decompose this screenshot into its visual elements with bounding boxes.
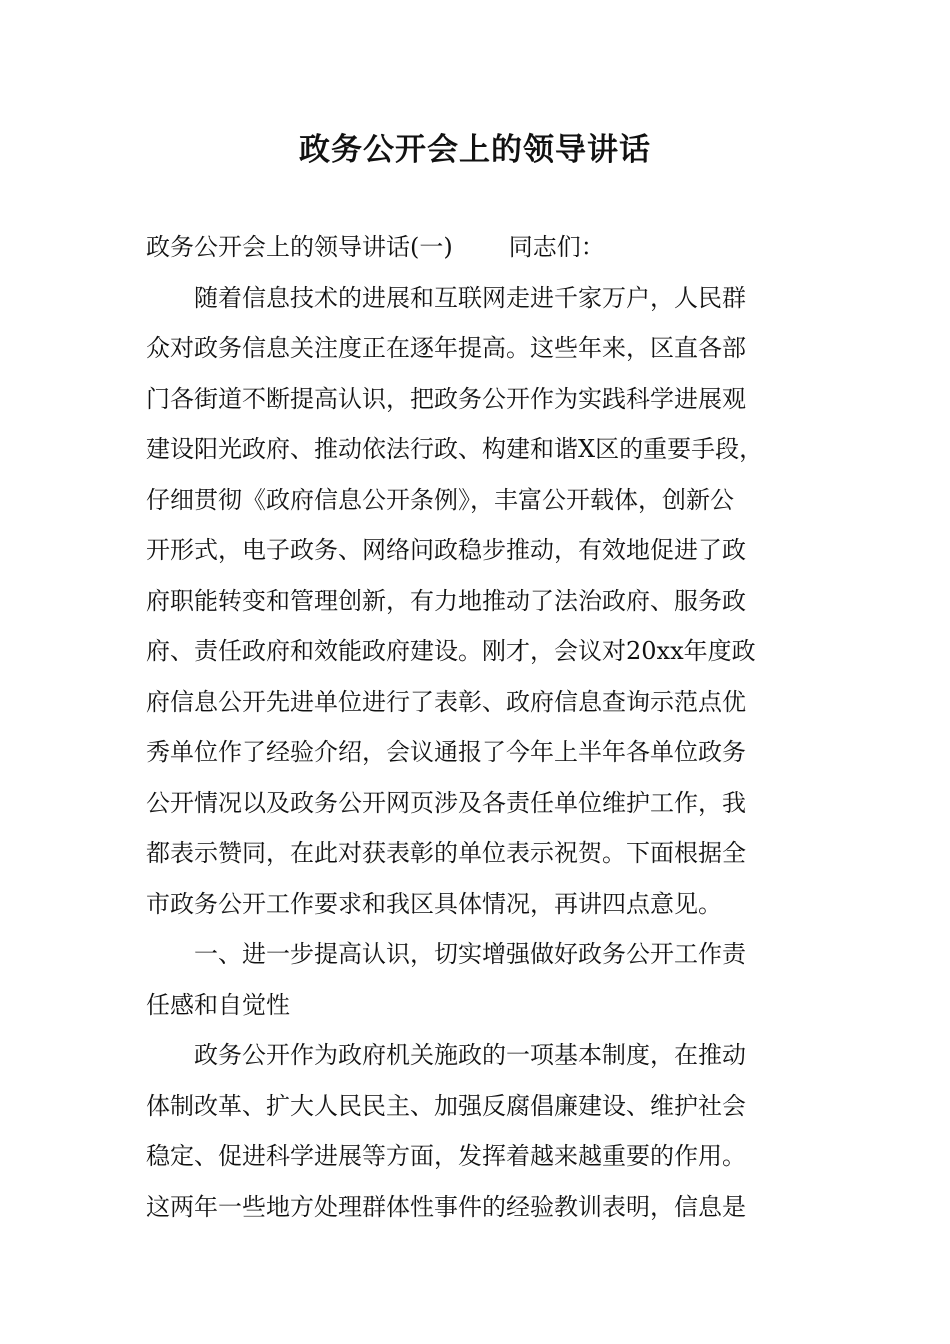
text-line: 都表示赞同，在此对获表彰的单位表示祝贺。下面根据全 <box>146 839 746 867</box>
text-line <box>146 222 808 273</box>
text-line: 市政务公开工作要求和我区具体情况，再讲四点意见。 <box>146 889 722 918</box>
text-line: 建设阳光政府、推动依法行政、构建和谐X区的重要手段， <box>146 435 764 463</box>
salutation-text: 同志们： <box>508 233 605 261</box>
document-body <box>146 222 808 1232</box>
text-line: 稳定、促进科学进展等方面，发挥着越来越重要的作用。 <box>146 1142 746 1170</box>
text-line: 随着信息技术的进展和互联网走进千家万户，人民群 <box>194 283 746 312</box>
text-line: 政务公开作为政府机关施政的一项基本制度，在推动 <box>194 1041 746 1069</box>
text-line: 公开情况以及政务公开网页涉及各责任单位维护工作，我 <box>146 788 746 817</box>
text-line: 开形式，电子政务、网络问政稳步推动，有效地促进了政 <box>146 536 746 564</box>
text-line: 仔细贯彻《政府信息公开条例》，丰富公开载体，创新公 <box>146 485 734 514</box>
text-line: 门各街道不断提高认识，把政务公开作为实践科学进展观 <box>146 384 746 413</box>
text-line: 体制改革、扩大人民民主、加强反腐倡廉建设、维护社会 <box>146 1091 746 1120</box>
text-line: 府信息公开先进单位进行了表彰、政府信息查询示范点优 <box>146 687 746 716</box>
section-heading-line: 一、进一步提高认识，切实增强做好政务公开工作责 <box>194 940 746 968</box>
section-heading-line: 任感和自觉性 <box>146 990 290 1019</box>
document-title: 政务公开会上的领导讲话 <box>299 132 651 168</box>
text-line: 这两年一些地方处理群体性事件的经验教训表明，信息是 <box>146 1192 746 1221</box>
text-line: 众对政务信息关注度正在逐年提高。这些年来，区直各部 <box>146 334 746 362</box>
subtitle-text: 政务公开会上的领导讲话(一) <box>146 233 453 261</box>
text-line: 府职能转变和管理创新，有力地推动了法治政府、服务政 <box>146 586 746 615</box>
text-line: 秀单位作了经验介绍，会议通报了今年上半年各单位政务 <box>146 738 746 766</box>
text-line: 府、责任政府和效能政府建设。刚才，会议对20xx年度政 <box>146 637 756 665</box>
